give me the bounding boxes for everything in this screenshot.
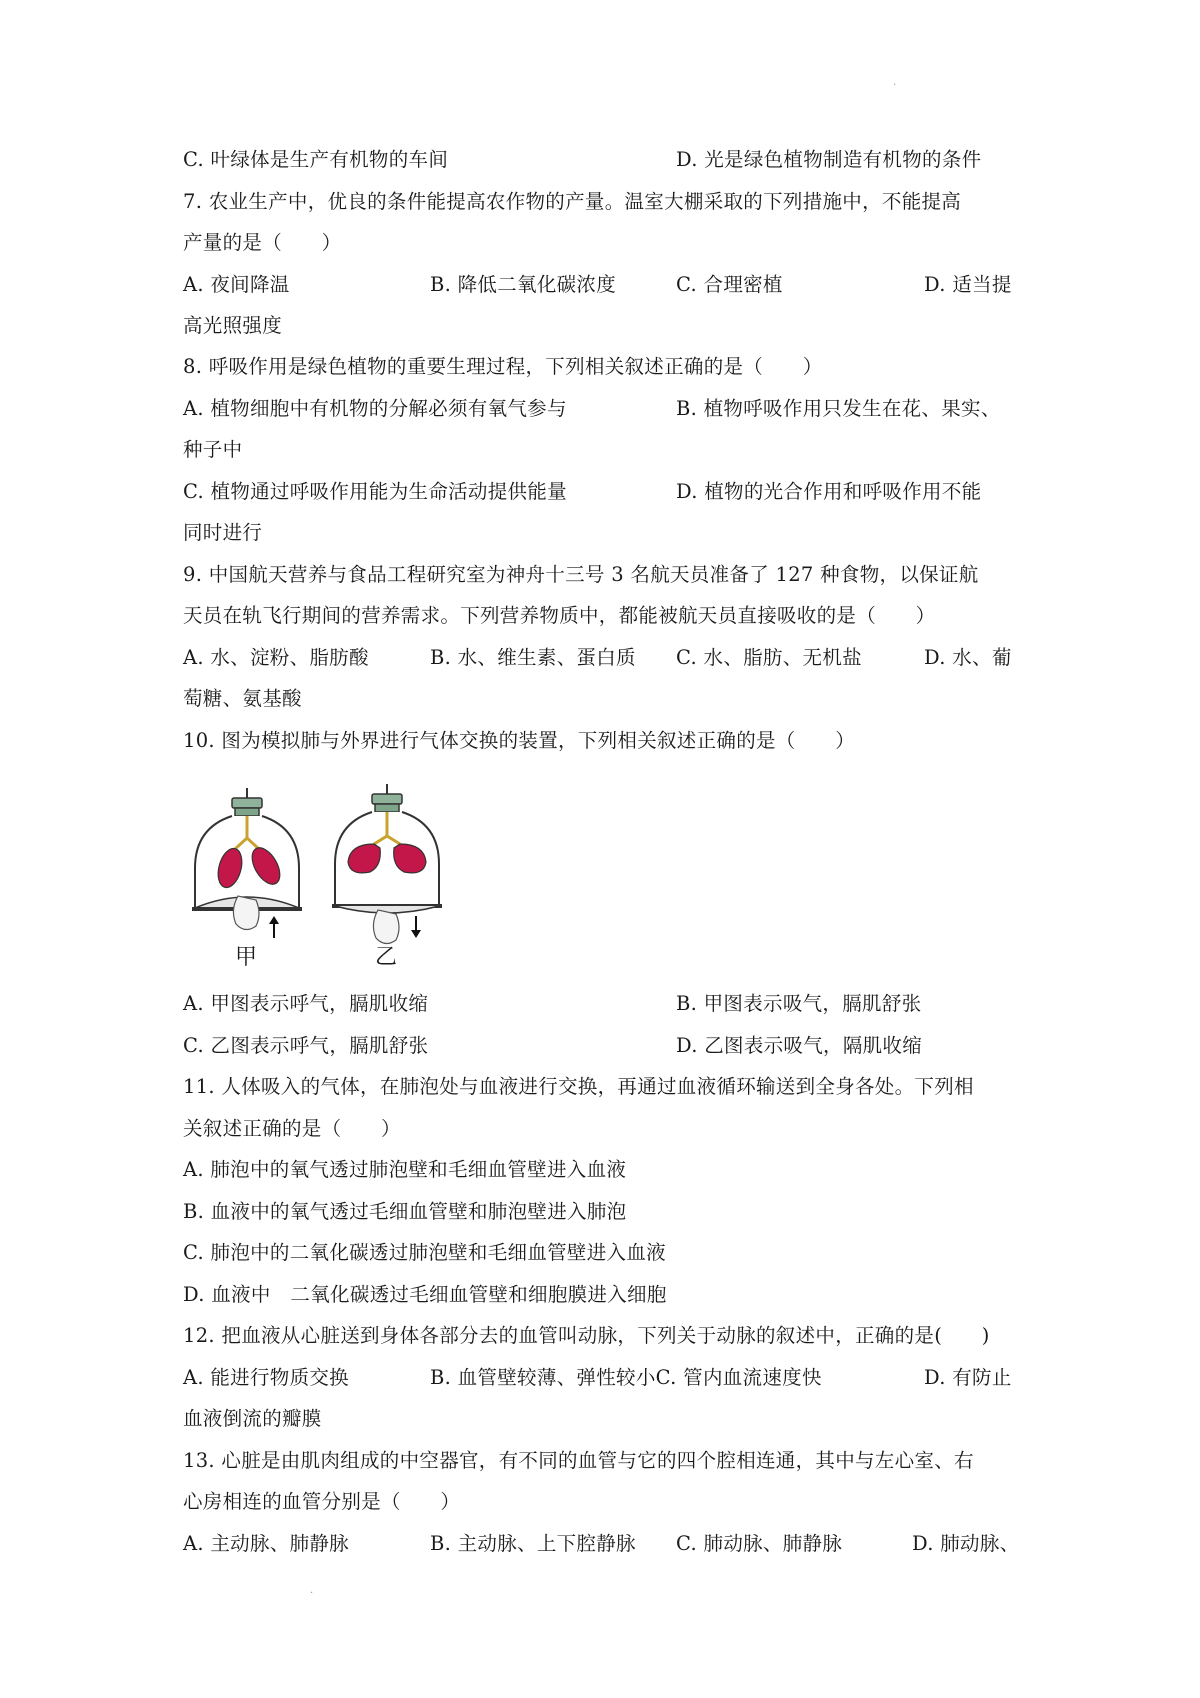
- q11-option-a: A. 肺泡中的氧气透过肺泡壁和毛细血管壁进入血液: [183, 1158, 627, 1181]
- bell-jar-jia: [192, 788, 302, 938]
- q11-stem-line1: 11. 人体吸入的气体，在肺泡处与血液进行交换，再通过血液循环输送到全身各处。下列相: [183, 1075, 974, 1098]
- q10-stem: 10. 图为模拟肺与外界进行气体交换的装置，下列相关叙述正确的是（ ）: [183, 729, 856, 752]
- q8-option-b: B. 植物呼吸作用只发生在花、果实、: [676, 397, 1001, 420]
- q7-option-d-cont: 高光照强度: [183, 314, 283, 337]
- bell-jar-yi: [332, 784, 442, 944]
- q11-option-c: C. 肺泡中的二氧化碳透过肺泡壁和毛细血管壁进入血液: [183, 1241, 666, 1264]
- q8-option-d-cont: 同时进行: [183, 521, 263, 544]
- q10-option-d: D. 乙图表示吸气，隔肌收缩: [676, 1034, 923, 1057]
- scan-dot-bottom: ·: [310, 1588, 314, 1599]
- q10-option-a: A. 甲图表示呼气，膈肌收缩: [183, 992, 429, 1015]
- q7-option-c: C. 合理密植: [676, 273, 783, 296]
- q13-option-d: D. 肺动脉、: [912, 1532, 1020, 1555]
- q12-option-a: A. 能进行物质交换: [183, 1366, 349, 1389]
- figure-label-yi: 乙: [375, 945, 398, 970]
- q11-stem-line2: 关叙述正确的是（ ）: [183, 1117, 401, 1140]
- q13-stem-line1: 13. 心脏是由肌肉组成的中空器官，有不同的血管与它的四个腔相连通，其中与左心室、右: [183, 1449, 974, 1472]
- q9-option-d-cont: 萄糖、氨基酸: [183, 687, 302, 710]
- q13-option-b: B. 主动脉、上下腔静脉: [430, 1532, 636, 1555]
- q13-option-a: A. 主动脉、肺静脉: [183, 1532, 349, 1555]
- q7-option-a: A. 夜间降温: [183, 273, 290, 296]
- q9-stem-line2: 天员在轨飞行期间的营养需求。下列营养物质中，都能被航天员直接吸收的是（ ）: [183, 604, 936, 627]
- q8-option-c: C. 植物通过呼吸作用能为生命活动提供能量: [183, 480, 567, 503]
- q12-stem: 12. 把血液从心脏送到身体各部分去的血管叫动脉，下列关于动脉的叙述中，正确的是( ): [183, 1324, 990, 1347]
- q9-option-b: B. 水、维生素、蛋白质: [430, 646, 636, 669]
- q8-option-d: D. 植物的光合作用和呼吸作用不能: [676, 480, 982, 503]
- q7-option-d: D. 适当提: [924, 273, 1012, 296]
- q11-option-b: B. 血液中的氧气透过毛细血管壁和肺泡壁进入肺泡: [183, 1200, 627, 1223]
- q10-option-c: C. 乙图表示呼气，膈肌舒张: [183, 1034, 429, 1057]
- q7-stem-line1: 7. 农业生产中，优良的条件能提高农作物的产量。温室大棚采取的下列措施中，不能提高: [183, 190, 962, 213]
- q7-stem-line2: 产量的是（ ）: [183, 231, 342, 254]
- q9-option-d: D. 水、葡: [924, 646, 1012, 669]
- q8-stem: 8. 呼吸作用是绿色植物的重要生理过程，下列相关叙述正确的是（ ）: [183, 355, 823, 378]
- q9-option-c: C. 水、脂肪、无机盐: [676, 646, 862, 669]
- q11-option-d: D. 血液中 二氧化碳透过毛细血管壁和细胞膜进入细胞: [183, 1283, 667, 1306]
- lung-model-svg: [190, 778, 480, 978]
- q7-option-b: B. 降低二氧化碳浓度: [430, 273, 617, 296]
- q13-option-c: C. 肺动脉、肺静脉: [676, 1532, 843, 1555]
- q10-option-b: B. 甲图表示吸气，膈肌舒张: [676, 992, 922, 1015]
- q12-option-d-cont: 血液倒流的瓣膜: [183, 1407, 322, 1430]
- q8-option-b-cont: 种子中: [183, 438, 243, 461]
- q9-option-a: A. 水、淀粉、脂肪酸: [183, 646, 369, 669]
- q12-option-b-c: B. 血管壁较薄、弹性较小C. 管内血流速度快: [430, 1366, 822, 1389]
- scan-dot-top: ·: [893, 80, 897, 91]
- q6-option-c: C. 叶绿体是生产有机物的车间: [183, 148, 449, 171]
- q6-option-d: D. 光是绿色植物制造有机物的条件: [676, 148, 982, 171]
- q12-option-d: D. 有防止: [924, 1366, 1012, 1389]
- lung-model-figure: [190, 778, 480, 978]
- figure-label-jia: 甲: [235, 945, 258, 970]
- q9-stem-line1: 9. 中国航天营养与食品工程研究室为神舟十三号 3 名航天员准备了 127 种食物，以保证航: [183, 563, 979, 586]
- q13-stem-line2: 心房相连的血管分别是（ ）: [183, 1490, 461, 1513]
- q8-option-a: A. 植物细胞中有机物的分解必须有氧气参与: [183, 397, 567, 420]
